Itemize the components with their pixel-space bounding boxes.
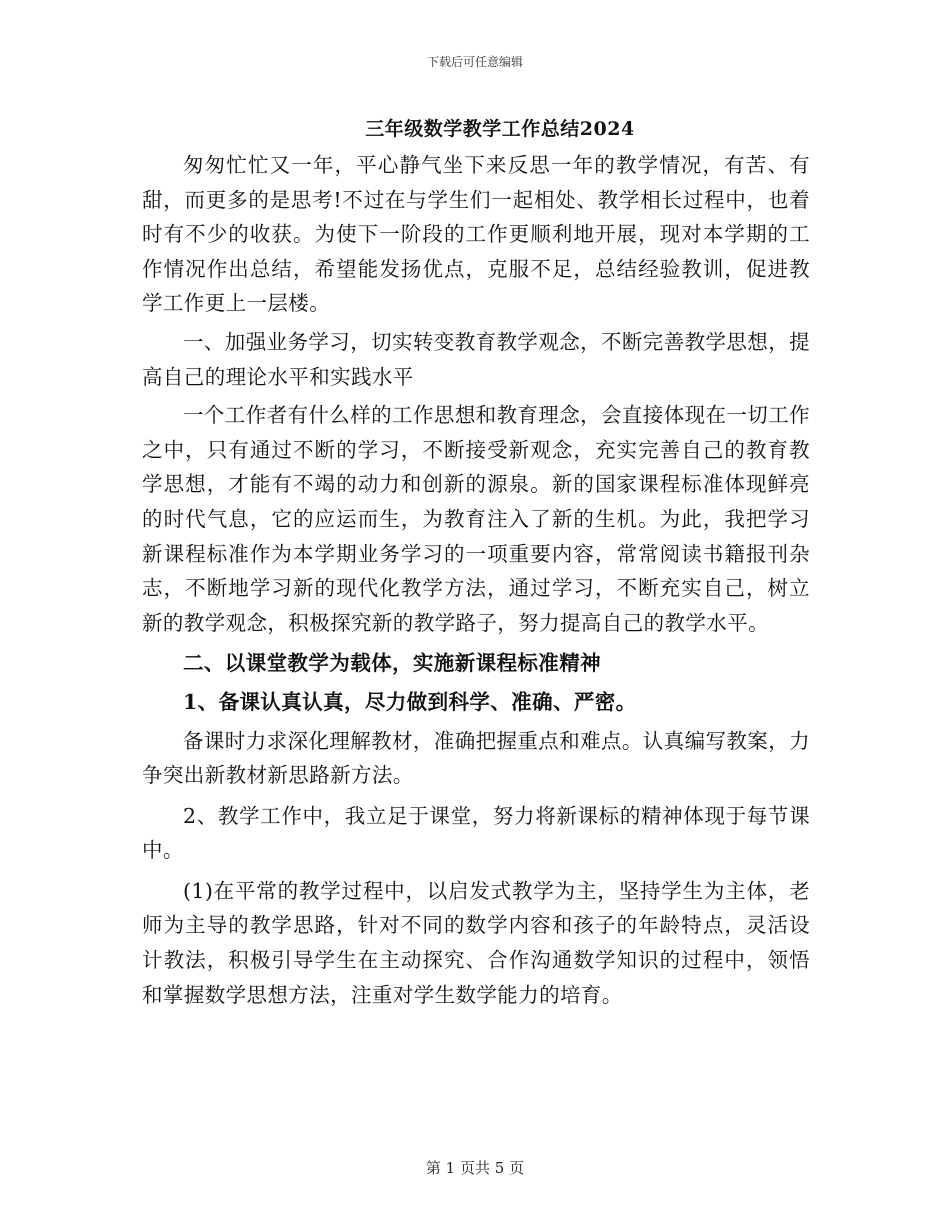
paragraph-subsection-2: 2、教学工作中，我立足于课堂，努力将新课标的精神体现于每节课中。	[142, 803, 810, 863]
paragraph-section-2-heading: 二、以课堂教学为载体，实施新课程标准精神	[183, 651, 601, 676]
paragraph-intro: 匆匆忙忙又一年，平心静气坐下来反思一年的教学情况，有苦、有甜，而更多的是思考!不过在与学生们一起相处、教学相长过程中，也着时有不少的收获。为使下一阶段的工作更顺利地开展，现对本学期的工作情况作出总结，希望能发扬优点，克服不足，总结经验教训，促进教学工作更上一层楼。	[142, 153, 810, 316]
paragraph-section-1-body: 一个工作者有什么样的工作思想和教育理念，会直接体现在一切工作之中，只有通过不断的学习，不断接受新观念，充实完善自己的教育教学思想，才能有不竭的动力和创新的源泉。新的国家课程标准体现鲜亮的时代气息，它的应运而生，为教育注入了新的生机。为此，我把学习新课程标准作为本学期业务学习的一项重要内容，常常阅读书籍报刊杂志，不断地学习新的现代化教学方法，通过学习，不断充实自己，树立新的教学观念，积极探究新的教学路子，努力提高自己的教学水平。	[142, 403, 810, 635]
page-number: 第 1 页共 5 页	[425, 1159, 525, 1177]
paragraph-subsection-1-body: 备课时力求深化理解教材，准确把握重点和难点。认真编写教案，力争突出新教材新思路新方法。	[142, 728, 810, 788]
document-body	[142, 148, 810, 1012]
document-title: 三年级数学教学工作总结2024	[365, 118, 635, 140]
paragraph-section-1-heading: 一、加强业务学习，切实转变教育教学观念，不断完善教学思想，提高自己的理论水平和实践水平	[142, 329, 810, 389]
paragraph-subsection-1-heading: 1、备课认真认真，尽力做到科学、准确、严密。	[183, 689, 637, 714]
page-header-note: 下载后可任意编辑	[426, 55, 523, 69]
paragraph-subsection-2-item-1: (1)在平常的教学过程中，以启发式教学为主，坚持学生为主体，老师为主导的教学思路，针对不同的数学内容和孩子的年龄特点，灵活设计教法，积极引导学生在主动探究、合作沟通数学知识的过程中，领悟和掌握数学思想方法，注重对学生数学能力的培育。	[142, 878, 810, 1007]
